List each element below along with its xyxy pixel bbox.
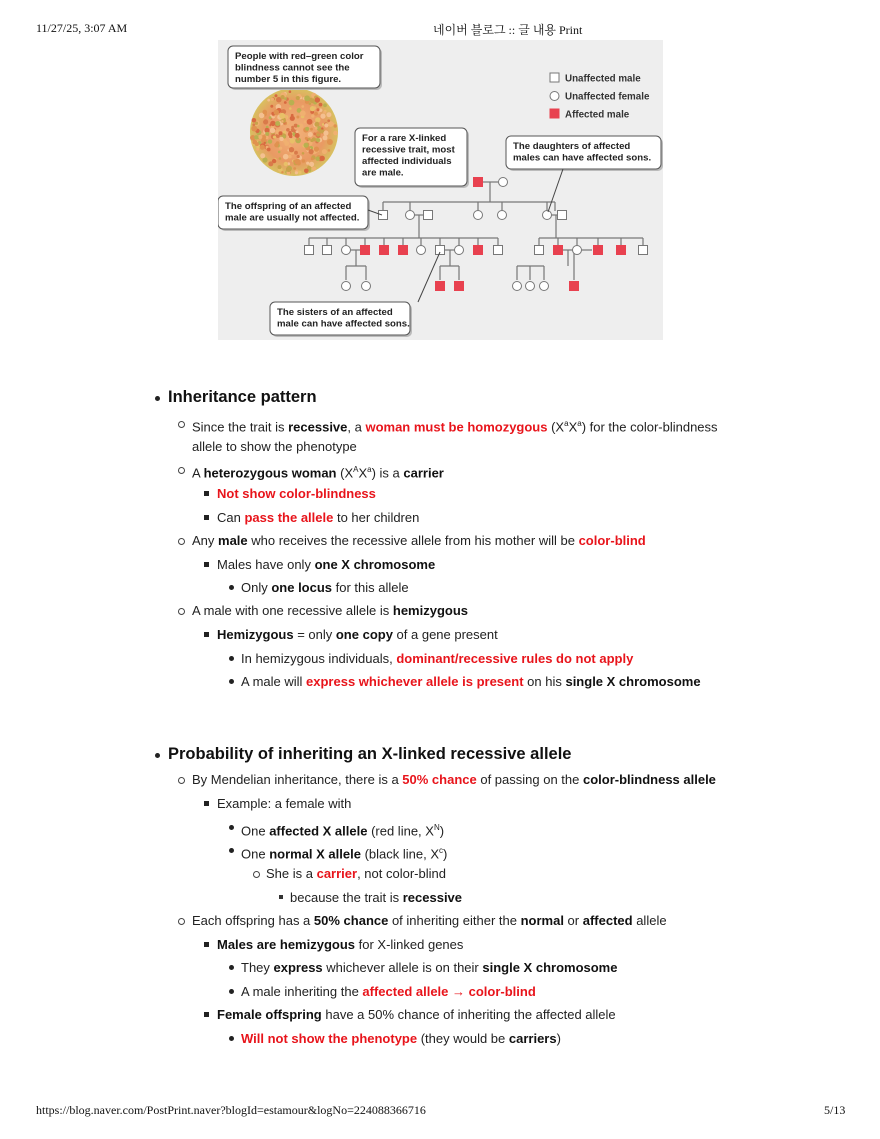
bullet [253, 871, 260, 878]
ishihara-dot [275, 94, 278, 97]
affected-male-symbol [554, 246, 563, 255]
ishihara-dot [320, 114, 325, 119]
section-heading-inheritance: Inheritance pattern [168, 388, 317, 406]
ishihara-dot [302, 159, 306, 163]
bullet [204, 632, 209, 637]
callout-text-line: affected individuals [362, 156, 452, 167]
ishihara-dot [289, 147, 294, 152]
ishihara-dot [268, 139, 272, 143]
ishihara-dot [297, 125, 300, 128]
bullet [178, 777, 185, 784]
affected-male-symbol [455, 282, 464, 291]
text-line: A male will express whichever allele is present on his single X chromosome [241, 674, 701, 689]
ishihara-dot [295, 133, 300, 138]
unaffected-female-symbol [498, 211, 507, 220]
ishihara-dot [267, 99, 270, 102]
section-heading-probability: Probability of inheriting an X-linked recessive allele [168, 745, 572, 763]
unaffected-male-symbol [323, 246, 332, 255]
bullet [229, 1036, 234, 1041]
text-line: By Mendelian inheritance, there is a 50% chance of passing on the color-blindness allele [192, 772, 716, 787]
bullet [155, 753, 160, 758]
ishihara-dot [269, 116, 272, 119]
unaffected-female-symbol [342, 282, 351, 291]
ishihara-dot [295, 159, 301, 165]
text-line: Males are hemizygous for X-linked genes [217, 937, 464, 952]
ishihara-dot [289, 131, 292, 134]
ishihara-dot [290, 116, 295, 121]
ishihara-dot [256, 148, 259, 151]
affected-male-symbol [436, 282, 445, 291]
bullet [204, 515, 209, 520]
ishihara-dot [321, 127, 323, 129]
bullet [229, 656, 234, 661]
ishihara-dot [284, 141, 289, 146]
callout-rare-trait [355, 128, 469, 188]
ishihara-dot [281, 120, 283, 122]
ishihara-dot [278, 151, 281, 154]
ishihara-dot [289, 100, 295, 106]
callout-text-line: are male. [362, 167, 404, 179]
ishihara-dot [317, 108, 320, 111]
ishihara-dot [300, 110, 306, 116]
ishihara-dot [316, 138, 320, 142]
ishihara-dot [334, 124, 337, 127]
ishihara-dot [320, 156, 325, 161]
bullet [178, 538, 185, 545]
unaffected-male-symbol [305, 246, 314, 255]
bullet [178, 421, 185, 428]
text-line: Not show color-blindness [217, 486, 376, 501]
bullet [204, 942, 209, 947]
text-line: She is a carrier, not color-blind [266, 866, 446, 881]
ishihara-dot [327, 139, 333, 145]
ishihara-dot [305, 137, 308, 140]
ishihara-dot [291, 128, 295, 132]
unaffected-female-symbol [474, 211, 483, 220]
ishihara-dot [279, 113, 285, 119]
bullet [229, 585, 234, 590]
ishihara-dot [319, 103, 323, 107]
ishihara-dot [252, 140, 257, 145]
callout-text-line: People with red–green color [235, 51, 364, 62]
callout-text-line: The daughters of affected [513, 141, 631, 152]
ishihara-dot [284, 162, 288, 166]
ishihara-dot [284, 101, 287, 104]
ishihara-dot [308, 138, 311, 141]
unaffected-female-symbol [573, 246, 582, 255]
ishihara-dot [297, 138, 300, 141]
ishihara-dot [271, 98, 274, 101]
callout-text-line: male can have affected sons. [277, 318, 410, 330]
bullet [229, 825, 234, 830]
callout-text-line: For a rare X-linked [362, 133, 447, 144]
ishihara-dot [279, 157, 282, 160]
unaffected-female-symbol [543, 211, 552, 220]
affected-male-symbol [361, 246, 370, 255]
ishihara-dot [270, 105, 273, 108]
ishihara-dot [317, 134, 320, 137]
ishihara-dot [323, 103, 327, 107]
ishihara-dot [258, 135, 262, 139]
ishihara-dot [315, 127, 318, 130]
ishihara-dot [281, 171, 283, 173]
bullet [178, 918, 185, 925]
ishihara-dot [297, 155, 300, 158]
ishihara-dot [268, 161, 273, 166]
unaffected-female-symbol [417, 246, 426, 255]
legend-affected-male-symbol [550, 109, 559, 118]
ishihara-dot [264, 142, 266, 144]
ishihara-dot [289, 90, 292, 93]
ishihara-dot [307, 119, 313, 125]
text-line: Will not show the phenotype (they would be carriers) [241, 1031, 561, 1046]
ishihara-dot [308, 132, 313, 137]
ishihara-dot [310, 106, 315, 111]
ishihara-dot [283, 135, 286, 138]
callout-text-line: male are usually not affected. [225, 212, 360, 224]
text-line: Example: a female with [217, 796, 352, 811]
unaffected-male-symbol [379, 211, 388, 220]
ishihara-dot [294, 151, 298, 155]
ishihara-dot [313, 132, 316, 135]
ishihara-dot [304, 120, 307, 123]
bullet [204, 491, 209, 496]
ishihara-dot [327, 119, 330, 122]
text-line: One normal X allele (black line, $X^c$) [241, 846, 448, 862]
legend-unaffected-female-symbol [550, 92, 559, 101]
unaffected-female-symbol [540, 282, 549, 291]
bullet [204, 801, 209, 806]
ishihara-dot [309, 149, 314, 154]
ishihara-dot [315, 117, 320, 122]
ishihara-dot [283, 154, 289, 160]
ishihara-dot [296, 116, 299, 119]
text-line: Since the trait is recessive, a woman must be homozygous $(X^aX^a)$ for the color-blindness [192, 419, 718, 435]
ishihara-dot [286, 167, 291, 172]
affected-male-symbol [594, 246, 603, 255]
text-line: Only one locus for this allele [241, 580, 409, 595]
ishihara-dot [295, 171, 298, 174]
ishihara-dot [273, 136, 276, 139]
ishihara-dot [311, 115, 314, 118]
ishihara-dot [315, 97, 320, 102]
ishihara-dot [298, 171, 302, 175]
pedigree-figure [218, 40, 663, 340]
ishihara-dot [304, 95, 310, 101]
ishihara-dot [312, 167, 316, 171]
ishihara-dot [278, 165, 282, 169]
text-line: In hemizygous individuals, dominant/recessive rules do not apply [241, 651, 634, 666]
ishihara-dot [265, 132, 269, 136]
callout-colorblind [228, 46, 382, 90]
ishihara-dot [281, 95, 285, 99]
ishihara-dot [274, 143, 279, 148]
ishihara-dot [306, 162, 309, 165]
callout-offspring [218, 196, 370, 231]
unaffected-male-symbol [424, 211, 433, 220]
ishihara-dot [270, 121, 275, 126]
ishihara-dot [289, 107, 292, 110]
bullet [155, 396, 160, 401]
ishihara-dot [316, 156, 321, 161]
ishihara-dot [305, 127, 309, 131]
legend-label: Affected male [565, 109, 630, 121]
ishihara-dot [251, 126, 257, 132]
ishihara-plate-image [250, 88, 338, 176]
affected-male-symbol [380, 246, 389, 255]
ishihara-dot [288, 155, 292, 159]
ishihara-dot [310, 128, 313, 131]
text-line: allele to show the phenotype [192, 439, 357, 454]
text-line: Hemizygous = only one copy of a gene present [217, 627, 498, 642]
legend-unaffected-male-symbol [550, 73, 559, 82]
bullet [178, 608, 185, 615]
unaffected-female-symbol [499, 178, 508, 187]
bullet [204, 562, 209, 567]
callout-text-line: recessive trait, most [362, 144, 455, 156]
affected-male-symbol [474, 178, 483, 187]
unaffected-male-symbol [535, 246, 544, 255]
ishihara-dot [302, 152, 305, 155]
text-line: Can pass the allele to her children [217, 510, 420, 525]
ishihara-dot [322, 149, 327, 154]
unaffected-male-symbol [494, 246, 503, 255]
ishihara-dot [279, 131, 283, 135]
legend-label: Unaffected male [565, 73, 641, 85]
ishihara-dot [314, 122, 319, 127]
ishihara-dot [324, 123, 328, 127]
bullet [178, 467, 185, 474]
ishihara-dot [310, 139, 313, 142]
unaffected-male-symbol [558, 211, 567, 220]
ishihara-dot [260, 145, 265, 150]
print-datetime: 11/27/25, 3:07 AM [36, 21, 128, 35]
callout-text-line: The offspring of an affected [225, 201, 352, 212]
ishihara-dot [296, 96, 300, 100]
bullet [229, 848, 234, 853]
affected-male-symbol [474, 246, 483, 255]
ishihara-dot [274, 110, 279, 115]
unaffected-female-symbol [526, 282, 535, 291]
ishihara-dot [290, 138, 295, 143]
ishihara-dot [311, 158, 314, 161]
ishihara-dot [326, 112, 331, 117]
callout-text-line: blindness cannot see the [235, 62, 350, 74]
text-line: A male with one recessive allele is hemizygous [192, 603, 468, 618]
unaffected-female-symbol [362, 282, 371, 291]
ishihara-dot [304, 143, 309, 148]
affected-male-symbol [399, 246, 408, 255]
bullet [229, 679, 234, 684]
ishihara-dot [296, 130, 299, 133]
bullet [229, 989, 234, 994]
print-title: 네이버 블로그 :: 글 내용 Print [433, 23, 583, 37]
ishihara-dot [323, 111, 326, 114]
unaffected-female-symbol [455, 246, 464, 255]
callout-text-line: number 5 in this figure. [235, 74, 342, 85]
ishihara-dot [328, 149, 331, 152]
text-line: Males have only one X chromosome [217, 557, 436, 572]
unaffected-male-symbol [639, 246, 648, 255]
affected-male-symbol [617, 246, 626, 255]
ishihara-dot [270, 128, 276, 134]
ishihara-dot [260, 153, 265, 158]
text-line: They express whichever allele is on their single X chromosome [241, 960, 618, 975]
ishihara-dot [304, 169, 309, 174]
ishihara-dot [267, 148, 271, 152]
text-line: Any male who receives the recessive allele from his mother will be color-blind [192, 533, 646, 548]
ishihara-dot [263, 119, 268, 124]
ishihara-dot [310, 98, 315, 103]
unaffected-female-symbol [513, 282, 522, 291]
ishihara-dot [275, 121, 280, 126]
ishihara-dot [301, 105, 304, 108]
text-line: A heterozygous woman $(X^AX^a)$ is a carrier [192, 465, 444, 481]
affected-male-symbol [570, 282, 579, 291]
callout-sisters [270, 302, 412, 337]
legend-label: Unaffected female [565, 91, 650, 103]
text-line: Female offspring have a 50% chance of inheriting the affected allele [217, 1007, 616, 1022]
callout-text-line: The sisters of an affected [277, 307, 393, 318]
print-url: https://blog.naver.com/PostPrint.naver?blogId=estamour&logNo=224088366716 [36, 1103, 426, 1117]
ishihara-dot [263, 110, 268, 115]
unaffected-female-symbol [406, 211, 415, 220]
ishihara-dot [323, 135, 328, 140]
ishihara-dot [279, 147, 282, 150]
text-line: Each offspring has a 50% chance of inheriting either the normal or affected allele [192, 913, 667, 928]
ishihara-dot [314, 147, 319, 152]
ishihara-dot [333, 131, 338, 136]
callout-daughters [506, 136, 663, 171]
callout-text-line: males can have affected sons. [513, 152, 652, 164]
ishihara-dot [293, 167, 296, 170]
text-line: One affected X allele (red line, $X^N$) [241, 823, 445, 839]
bullet [204, 1012, 209, 1017]
bullet [229, 965, 234, 970]
ishihara-dot [255, 122, 258, 125]
ishihara-dot [286, 128, 290, 132]
ishihara-dot [309, 102, 312, 105]
bullet [279, 895, 283, 899]
text-line: because the trait is recessive [290, 890, 463, 905]
page-number: 5/13 [824, 1103, 846, 1117]
text-line: A male inheriting the affected allele → color-blind [241, 984, 536, 999]
ishihara-dot [254, 135, 258, 139]
ishihara-dot [314, 112, 318, 116]
unaffected-female-symbol [342, 246, 351, 255]
